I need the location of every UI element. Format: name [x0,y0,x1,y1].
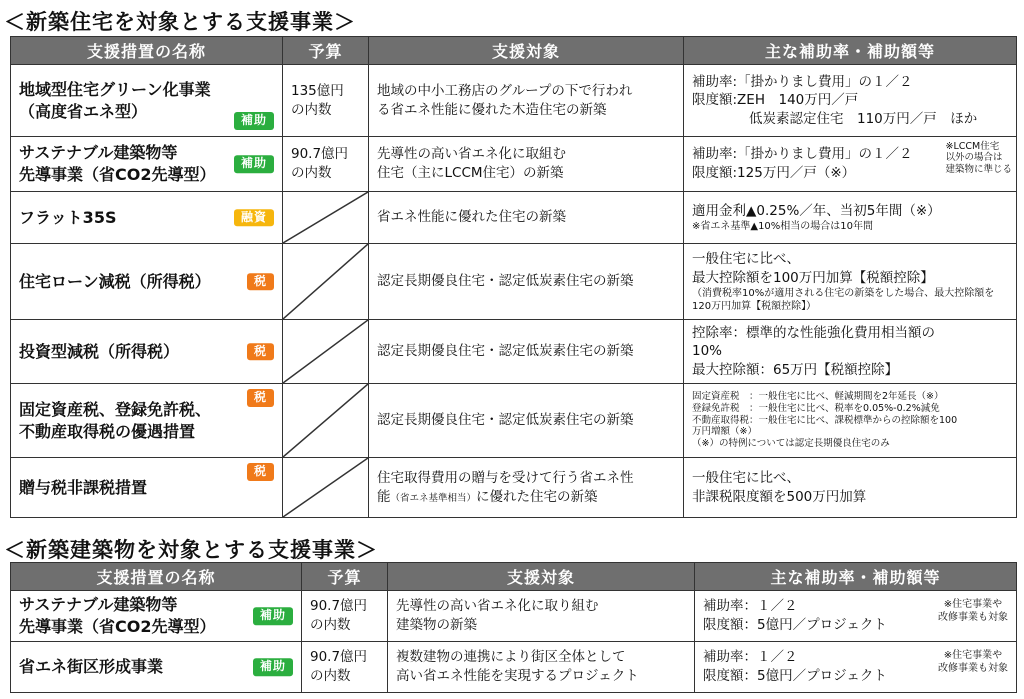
header-rate: 主な補助率・補助額等 [695,563,1017,591]
table-row [11,192,1017,244]
budget-cell: 90.7億円 の内数 [302,642,388,693]
diagonal-slash [283,458,368,517]
subsidy-badge: 補助 [234,155,274,173]
header-budget: 予算 [302,563,388,591]
rate-cell: 控除率：標準的な性能強化費用相当額の 10% 最大控除額：65万円【税額控除】 [684,320,1017,384]
target-cell: 複数建物の連携により街区全体として 高い省エネ性能を実現するプロジェクト [388,642,695,693]
diagonal-slash [283,244,368,319]
target-cell: 認定長期優良住宅・認定低炭素住宅の新築 [369,320,684,384]
measure-name-cell: サステナブル建築物等 先導事業（省CO2先導型） 補助 [11,591,302,642]
measure-name-cell: 省エネ街区形成事業 補助 [11,642,302,693]
tax-badge: 税 [247,273,274,291]
table-header-row [11,563,1017,591]
rate-cell: 補助率:「掛かりまし費用」の１／２ 限度額:ZEH 140万円／戸 低炭素認定住宅 110万円／戸 ほか [684,65,1017,137]
rate-cell: 補助率：１／２ 限度額：5億円／プロジェクト ※住宅事業や 改修事業も対象 [695,642,1017,693]
budget-cell-empty [283,320,369,384]
side-note: ※住宅事業や 改修事業も対象 [938,650,1008,674]
measure-name-cell: サステナブル建築物等 先導事業（省CO2先導型） 補助 [11,137,283,192]
target-cell: 認定長期優良住宅・認定低炭素住宅の新築 [369,244,684,320]
header-budget: 予算 [283,37,369,65]
measure-name-cell: 地域型住宅グリーン化事業 （高度省エネ型） 補助 [11,65,283,137]
budget-cell-empty [283,244,369,320]
housing-support-table [10,36,1017,518]
budget-cell: 90.7億円 の内数 [302,591,388,642]
budget-cell: 135億円 の内数 [283,65,369,137]
table-row [11,244,1017,320]
table-row [11,458,1017,518]
rate-cell: 補助率：１／２ 限度額：5億円／プロジェクト ※住宅事業や 改修事業も対象 [695,591,1017,642]
tax-badge: 税 [247,343,274,361]
diagonal-slash [283,192,368,243]
table-row [11,65,1017,137]
subsidy-badge: 補助 [234,112,274,130]
target-cell: 先導性の高い省エネ化に取り組む 建築物の新築 [388,591,695,642]
target-cell: 住宅取得費用の贈与を受けて行う省エネ性 能（省エネ基準相当）に優れた住宅の新築 [369,458,684,518]
subsidy-badge: 補助 [253,607,293,625]
target-cell: 認定長期優良住宅・認定低炭素住宅の新築 [369,384,684,458]
building-support-table [10,562,1017,693]
header-target: 支援対象 [388,563,695,591]
budget-cell-empty [283,384,369,458]
side-note: ※住宅事業や 改修事業も対象 [938,599,1008,623]
header-target: 支援対象 [369,37,684,65]
budget-cell-empty [283,458,369,518]
budget-cell: 90.7億円 の内数 [283,137,369,192]
table-row [11,384,1017,458]
header-rate: 主な補助率・補助額等 [684,37,1017,65]
section-title-new-housing: ＜新築住宅を対象とする支援事業＞ [4,10,356,34]
budget-cell-empty [283,192,369,244]
section-title-new-buildings: ＜新築建築物を対象とする支援事業＞ [4,538,378,562]
measure-name-cell: 投資型減税（所得税） 税 [11,320,283,384]
target-cell: 先導性の高い省エネ化に取組む 住宅（主にLCCM住宅）の新築 [369,137,684,192]
header-name: 支援措置の名称 [11,37,283,65]
diagonal-slash [283,320,368,383]
table-row [11,591,1017,642]
table-row [11,137,1017,192]
rate-cell: 固定資産税 ：一般住宅に比べ、軽減期間を2年延長（※） 登録免許税 ：一般住宅に比べ、税率を0.05%-0.2%減免 不動産取得税：一般住宅に比べ、課税標準からの控除額を100 万円増額（※） （※）の特例については認定長期優良住宅のみ [684,384,1017,458]
measure-name-cell: 固定資産税、登録免許税、 不動産取得税の優遇措置 税 [11,384,283,458]
rate-cell: 一般住宅に比べ、 最大控除額を100万円加算【税額控除】 （消費税率10%が適用される住宅の新築をした場合、最大控除額を120万円加算【税額控除】） [684,244,1017,320]
rate-cell: 適用金利▲0.25%／年、当初5年間（※） ※省エネ基準▲10%相当の場合は10年間 [684,192,1017,244]
diagonal-slash [283,384,368,457]
measure-name-cell: フラット35S 融資 [11,192,283,244]
loan-badge: 融資 [234,209,274,227]
tax-badge: 税 [247,389,274,407]
subsidy-badge: 補助 [253,658,293,676]
target-cell: 地域の中小工務店のグループの下で行われ る省エネ性能に優れた木造住宅の新築 [369,65,684,137]
table-header-row [11,37,1017,65]
measure-name-cell: 住宅ローン減税（所得税） 税 [11,244,283,320]
header-name: 支援措置の名称 [11,563,302,591]
target-cell: 省エネ性能に優れた住宅の新築 [369,192,684,244]
side-note: ※LCCM住宅 以外の場合は 建築物に準じる [945,141,1012,175]
table-row [11,642,1017,693]
table-row [11,320,1017,384]
measure-name-cell: 贈与税非課税措置 税 [11,458,283,518]
tax-badge: 税 [247,463,274,481]
rate-cell: 補助率:「掛かりまし費用」の１／２ 限度額:125万円／戸（※） ※LCCM住宅 以外の場合は 建築物に準じる [684,137,1017,192]
rate-cell: 一般住宅に比べ、 非課税限度額を500万円加算 [684,458,1017,518]
